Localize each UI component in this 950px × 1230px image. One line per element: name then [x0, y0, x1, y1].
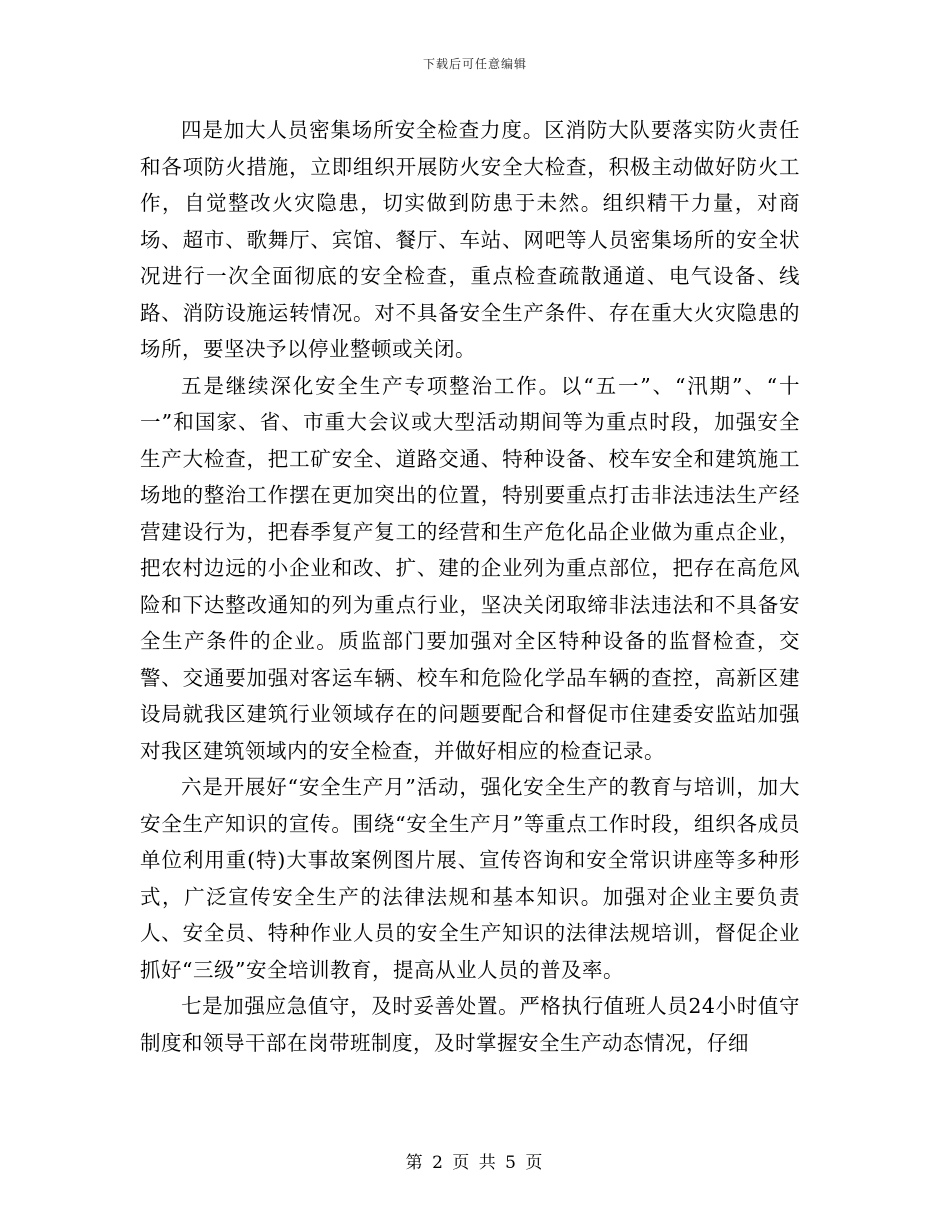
page-number: 第 2 页 共 5 页 [405, 1153, 545, 1173]
paragraph-4: 四是加大人员密集场所安全检查力度。区消防大队要落实防火责任和各项防火措施，立即组织开展防火安全大检查，积极主动做好防火工作，自觉整改火灾隐患，切实做到防患于未然。组织精干力量，对商场、超市、歌舞厅、宾馆、餐厅、车站、网吧等人员密集场所的安全状况进行一次全面彻底的安全检查，重点检查疏散通道、电气设备、线路、消防设施运转情况。对不具备安全生产条件、存在重大火灾隐患的场所，要坚决予以停业整顿或关闭。 [140, 118, 800, 361]
page-header: 下载后可任意编辑 [422, 57, 527, 71]
paragraph-5: 五是继续深化安全生产专项整治工作。以“五一”、“汛期”、“十一”和国家、省、市重大会议或大型活动期间等为重点时段，加强安全生产大检查，把工矿安全、道路交通、特种设备、校车安全和建筑施工场地的整治工作摆在更加突出的位置，特别要重点打击非法违法生产经营建设行为，把春季复产复工的经营和生产危化品企业做为重点企业，把农村边远的小企业和改、扩、建的企业列为重点部位，把存在高危风险和下达整改通知的列为重点行业，坚决关闭取缔非法违法和不具备安全生产条件的企业。质监部门要加强对全区特种设备的监督检查，交警、交通要加强对客运车辆、校车和危险化学品车辆的查控，高新区建设局就我区建筑行业领域存在的问题要配合和督促市住建委安监站加强对我区建筑领域内的安全检查，并做好相应的检查记录。 [140, 373, 800, 763]
paragraph-6: 六是开展好“安全生产月”活动，强化安全生产的教育与培训，加大安全生产知识的宣传。围绕“安全生产月”等重点工作时段，组织各成员单位利用重(特)大事故案例图片展、宣传咨询和安全常识讲座等多种形式，广泛宣传安全生产的法律法规和基本知识。加强对企业主要负责人、安全员、特种作业人员的安全生产知识的法律法规培训，督促企业抓好“三级”安全培训教育，提高从业人员的普及率。 [140, 775, 800, 982]
paragraph-7: 七是加强应急值守，及时妥善处置。严格执行值班人员24小时值守制度和领导干部在岗带班制度，及时掌握安全生产动态情况，仔细 [140, 994, 800, 1055]
document-body [140, 112, 800, 1061]
